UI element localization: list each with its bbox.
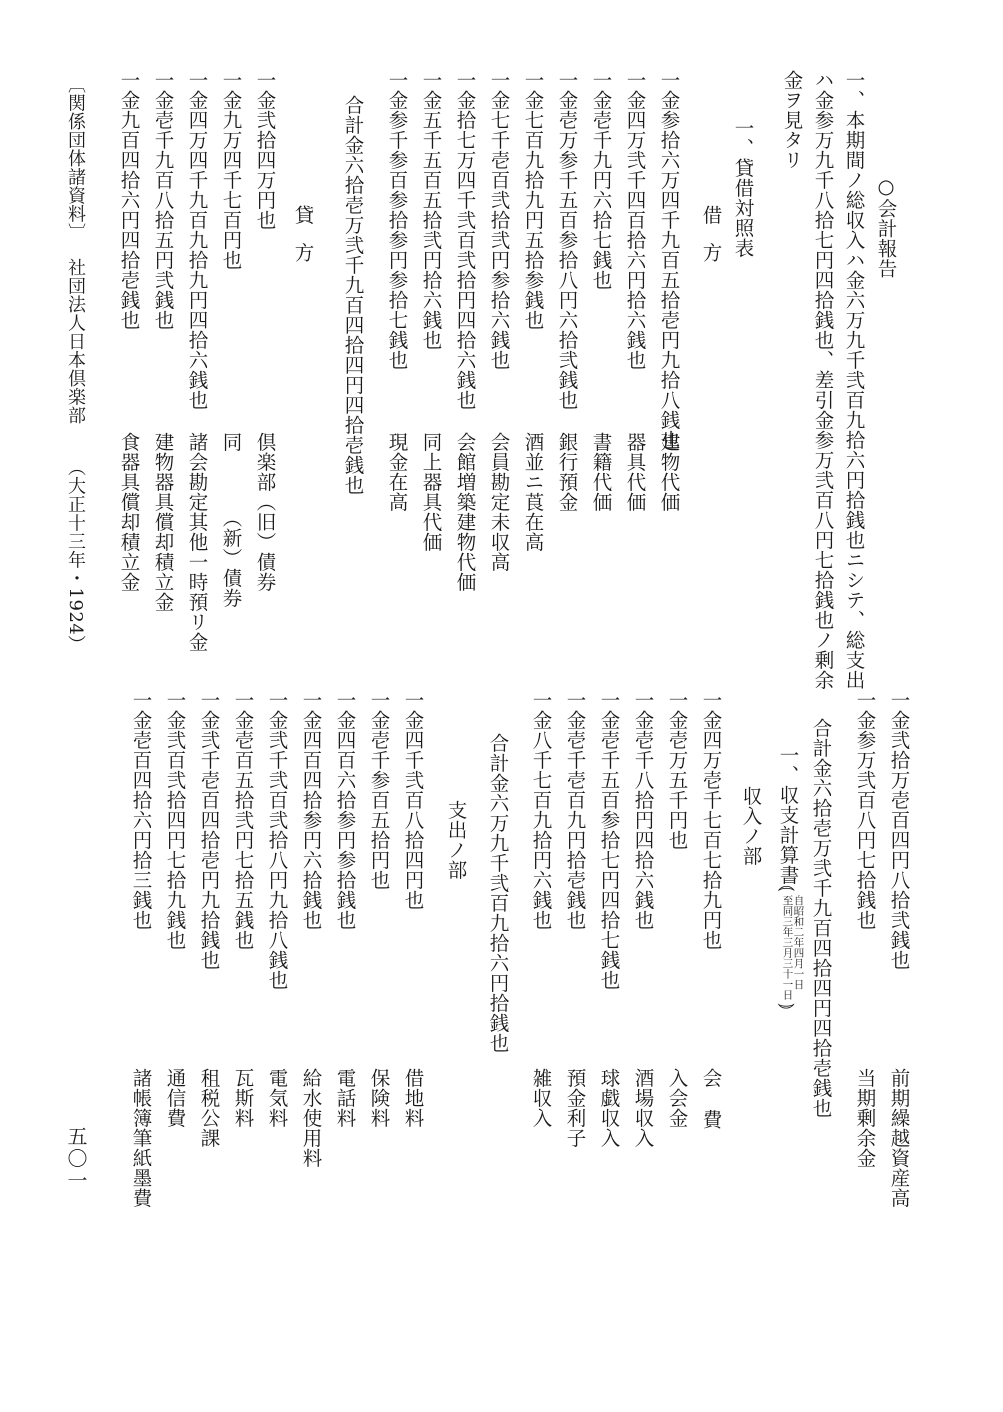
income-heading: 収入ノ部 [739, 786, 763, 866]
footer-organization: 社団法人日本倶楽部 [65, 258, 86, 425]
income-item: 球戯収入 [597, 1068, 621, 1148]
debit-amount: 一金参拾六万四千九百五拾壱円九拾八銭也 [657, 70, 681, 450]
income-item: 預金利子 [563, 1068, 587, 1148]
income-expense-title: 一、収支計算書⦅ 自昭和二年四月一日 至同三年三月三十一日 ⦆ [776, 745, 805, 1010]
debit-item: 同上器具代価 [419, 432, 443, 552]
debit-amount: 一金壱千九円六拾七銭也 [589, 70, 613, 290]
income-amount: 一金八千七百九拾円六銭也 [529, 690, 553, 930]
income-amount: 一金壱千壱百九円拾壱銭也 [563, 690, 587, 930]
report-summary-line-3: 金ヲ見タリ [780, 70, 804, 170]
debit-item: 酒並ニ莨在高 [521, 432, 545, 552]
income-amount: 一金壱千八拾円四拾六銭也 [631, 690, 655, 930]
period-from: 自昭和二年四月一日 [792, 895, 805, 990]
debit-amount: 一金参千参百参拾参円参拾七銭也 [385, 70, 409, 370]
income-amount: 一金壱千五百参拾七円四拾七銭也 [597, 690, 621, 990]
report-summary-line-2: ハ金参万九千八拾七円四拾銭也、差引金参万弐百八円七拾銭也ノ剰余 [811, 70, 835, 690]
income-amount: 一金四万壱千七百七拾九円也 [699, 690, 723, 950]
expense-item: 借地料 [401, 1068, 425, 1128]
credit-item: 諸会勘定其他一時預リ金 [185, 432, 209, 652]
credit-amount: 一金参万弐百八円七拾銭也 [853, 690, 877, 930]
credit-amount: 一金九万四千七百円也 [219, 70, 243, 270]
credit-item: 食器具償却積立金 [117, 432, 141, 592]
page-number: 五〇一 [64, 1126, 88, 1192]
debit-heading: 借方 [699, 205, 723, 280]
credit-total: 合計金六拾壱万弐千九百四拾四円四拾壱銭也 [809, 718, 833, 1118]
debit-total: 合計金六拾壱万弐千九百四拾四円四拾壱銭也 [341, 95, 365, 495]
expense-amount: 一金壱千参百五拾円也 [367, 690, 391, 890]
income-amount: 一金壱万五千円也 [665, 690, 689, 850]
debit-item: 書籍代価 [589, 432, 613, 512]
income-item: 入会金 [665, 1068, 689, 1128]
credit-amount: 一金壱千九百八拾五円弐銭也 [151, 70, 175, 330]
expense-item: 瓦斯料 [231, 1068, 255, 1128]
credit-item-prefix: 同 [219, 432, 243, 452]
expense-item: 電話料 [333, 1068, 357, 1128]
credit-item: 建物器具償却積立金 [151, 432, 175, 612]
credit-item: 当期剰余金 [853, 1068, 877, 1168]
expense-item: 通信費 [163, 1068, 187, 1128]
balance-sheet-title: 一、貸借対照表 [731, 118, 755, 258]
expense-amount: 一金弐千壱百四拾壱円九拾銭也 [197, 690, 221, 970]
credit-item: 倶楽部（旧）債券 [253, 432, 277, 592]
expense-item: 租税公課 [197, 1068, 221, 1148]
income-expense-title-text: 一、収支計算書 [776, 745, 800, 885]
debit-amount: 一金拾七万四千弐百弐拾円四拾六銭也 [453, 70, 477, 410]
debit-amount: 一金七百九拾九円五拾参銭也 [521, 70, 545, 330]
credit-amount: 一金四万四千九百九拾九円四拾六銭也 [185, 70, 209, 410]
debit-amount: 一金七千壱百弐拾弐円参拾六銭也 [487, 70, 511, 370]
debit-item: 現金在高 [385, 432, 409, 512]
expense-amount: 一金弐千弐百弐拾八円九拾八銭也 [265, 690, 289, 990]
debit-amount: 一金壱万参千五百参拾八円六拾弐銭也 [555, 70, 579, 410]
debit-item: 会員勘定未収高 [487, 432, 511, 572]
expense-amount: 一金壱百四拾六円拾三銭也 [129, 690, 153, 930]
expense-amount: 一金四千弐百八拾四円也 [401, 690, 425, 910]
expense-item: 電気料 [265, 1068, 289, 1128]
report-summary-line-1: 一、本期間ノ総収入ハ金六万九千弐百九拾六円拾銭也ニシテ、総支出 [842, 70, 866, 690]
period-to: 至同三年三月三十一日 [781, 895, 794, 1000]
expense-item: 保険料 [367, 1068, 391, 1128]
debit-item: 器具代価 [623, 432, 647, 512]
income-item: 雑収入 [529, 1068, 553, 1128]
expense-item: 給水使用料 [299, 1068, 323, 1168]
debit-item: 建物代価 [657, 432, 681, 512]
expense-amount: 一金壱百五拾弐円七拾五銭也 [231, 690, 255, 950]
credit-item: （新）債券 [219, 508, 243, 608]
debit-item: 会館増築建物代価 [453, 432, 477, 592]
credit-amount: 一金九百四拾六円四拾壱銭也 [117, 70, 141, 330]
debit-amount: 一金五千五百五拾弐円拾六銭也 [419, 70, 443, 350]
credit-item: 前期繰越資産高 [887, 1068, 911, 1208]
period-note [781, 895, 803, 1000]
debit-amount: 一金四万弐千四百拾六円拾六銭也 [623, 70, 647, 370]
income-item: 会費 [699, 1068, 723, 1151]
income-item: 酒場収入 [631, 1068, 655, 1148]
expense-item: 諸帳簿筆紙墨費 [129, 1068, 153, 1208]
expense-heading: 支出ノ部 [444, 800, 468, 880]
credit-amount: 一金弐拾万壱百四円八拾弐銭也 [887, 690, 911, 970]
expense-amount: 一金弐百弐拾四円七拾九銭也 [163, 690, 187, 950]
credit-amount: 一金弐拾四万円也 [253, 70, 277, 230]
footer-source: 〔関係団体諸資料〕 [65, 75, 86, 242]
credit-heading: 貸方 [291, 205, 315, 280]
debit-item: 銀行預金 [555, 432, 579, 512]
report-title: ○会計報告 [874, 175, 898, 279]
footer-era: （大正十三年・1924） [65, 458, 86, 654]
expense-amount: 一金四百六拾参円参拾銭也 [333, 690, 357, 930]
expense-amount: 一金四百四拾参円六拾銭也 [299, 690, 323, 930]
income-total: 合計金六万九千弐百九拾六円拾銭也 [486, 733, 510, 1053]
